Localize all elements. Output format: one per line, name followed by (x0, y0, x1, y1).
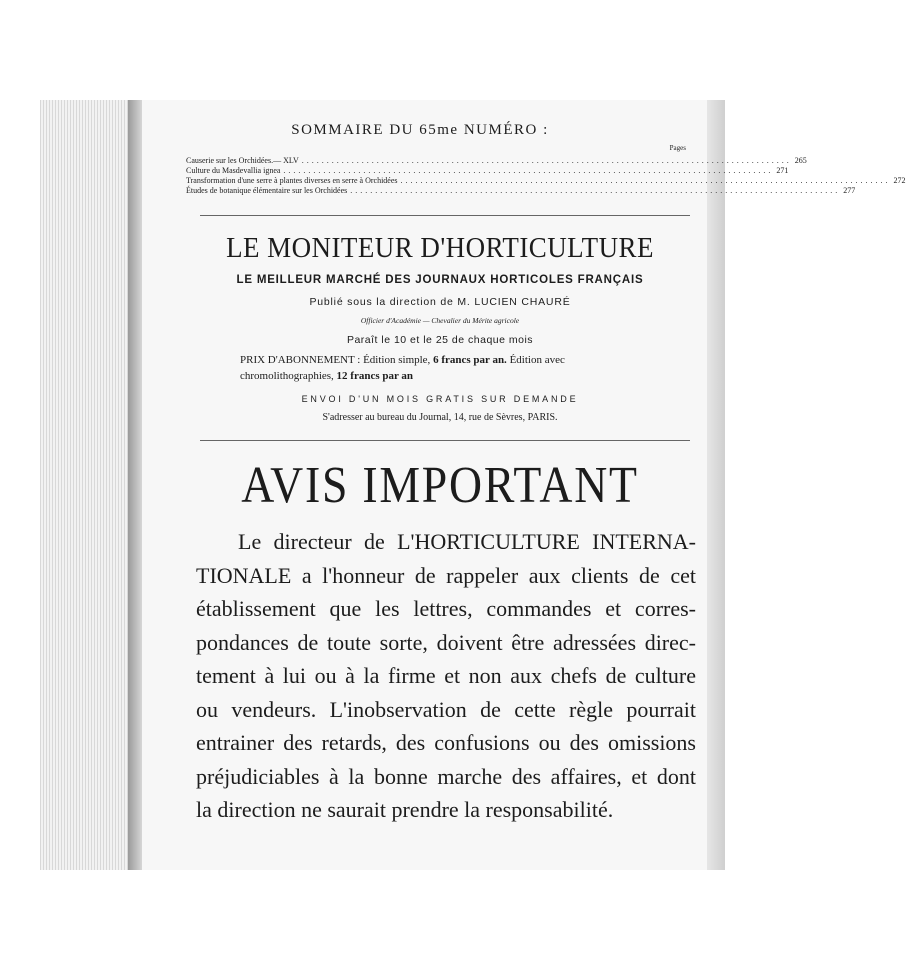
toc-row (186, 176, 906, 186)
moniteur-prices (240, 352, 680, 384)
moniteur-address: S'adresser au bureau du Journal, 14, rue de Sèvres, PARIS. (322, 412, 558, 423)
toc-leader-dots: .................................................................................................. (350, 186, 841, 195)
toc-leader-dots: .................................................................................................. (400, 176, 891, 185)
notice-line: pondances de toute sorte, doivent être adressées direc- (196, 629, 696, 655)
moniteur-offer: ENVOI D'UN MOIS GRATIS SUR DEMANDE (301, 394, 579, 404)
book-page-edges (40, 100, 132, 870)
toc-item-page: 272 (893, 176, 906, 185)
price-label: PRIX D'ABONNEMENT : Édition simple, (240, 354, 431, 366)
price-edition-label: Édition avec (509, 354, 565, 366)
toc-item-title: Culture du Masdevallia ignea (186, 166, 281, 175)
notice-line: entrainer des retards, des confusions ou des omissions (196, 730, 696, 755)
notice-title: AVIS IMPORTANT (241, 457, 639, 514)
book-spine-shadow (128, 100, 142, 870)
notice-line: la direction ne saurait prendre la responsabilité. (196, 797, 614, 822)
toc-leader-dots: .................................................................................................. (283, 166, 774, 175)
notice-line: TIONALE a l'honneur de rappeler aux clients de cet (196, 562, 696, 588)
table-of-contents (186, 156, 906, 196)
toc-row (186, 156, 807, 166)
price-simple: 6 francs par an. (433, 354, 507, 366)
divider (200, 215, 690, 216)
moniteur-direction: Publié sous la direction de M. LUCIEN CHAURÉ (309, 296, 571, 308)
toc-item-page: 265 (794, 156, 807, 165)
moniteur-schedule: Paraît le 10 et le 25 de chaque mois (346, 334, 534, 346)
toc-leader-dots: .................................................................................................. (301, 156, 792, 165)
book-right-edge (707, 100, 725, 870)
notice-line: tement à lui ou à la firme et non aux chefs de culture (196, 663, 696, 688)
toc-item-title: Études de botanique élémentaire sur les Orchidées (186, 186, 348, 195)
toc-item-page: 271 (776, 166, 789, 175)
toc-item-page: 277 (843, 186, 856, 195)
moniteur-officer: Officier d'Académie — Chevalier du Mérite agricole (360, 316, 520, 325)
toc-item-title: Transformation d'une serre à plantes diverses en serre à Orchidées (186, 176, 398, 185)
moniteur-subtitle: LE MEILLEUR MARCHÉ DES JOURNAUX HORTICOLES FRANÇAIS (236, 274, 644, 286)
notice-line: préjudiciables à la bonne marche des affaires, et dont (196, 763, 696, 789)
toc-pages-label: Pages (669, 144, 686, 152)
moniteur-title: LE MONITEUR D'HORTICULTURE (226, 232, 654, 264)
notice-line: ou vendeurs. L'inobservation de cette règle pourrait (196, 696, 696, 722)
notice-body (196, 525, 696, 827)
toc-item-title: Causerie sur les Orchidées.— XLV (186, 156, 299, 165)
toc-row (186, 186, 856, 196)
divider (200, 440, 690, 441)
toc-row (186, 166, 789, 176)
price-chromo: 12 francs par an (336, 370, 414, 382)
toc-title: SOMMAIRE DU 65me NUMÉRO : (291, 122, 549, 138)
notice-line: établissement que les lettres, commandes et corres- (196, 596, 696, 621)
price-chromo-label: chromolithographies, (240, 370, 334, 382)
notice-line: Le directeur de L'HORTICULTURE INTERNA- (238, 529, 696, 554)
